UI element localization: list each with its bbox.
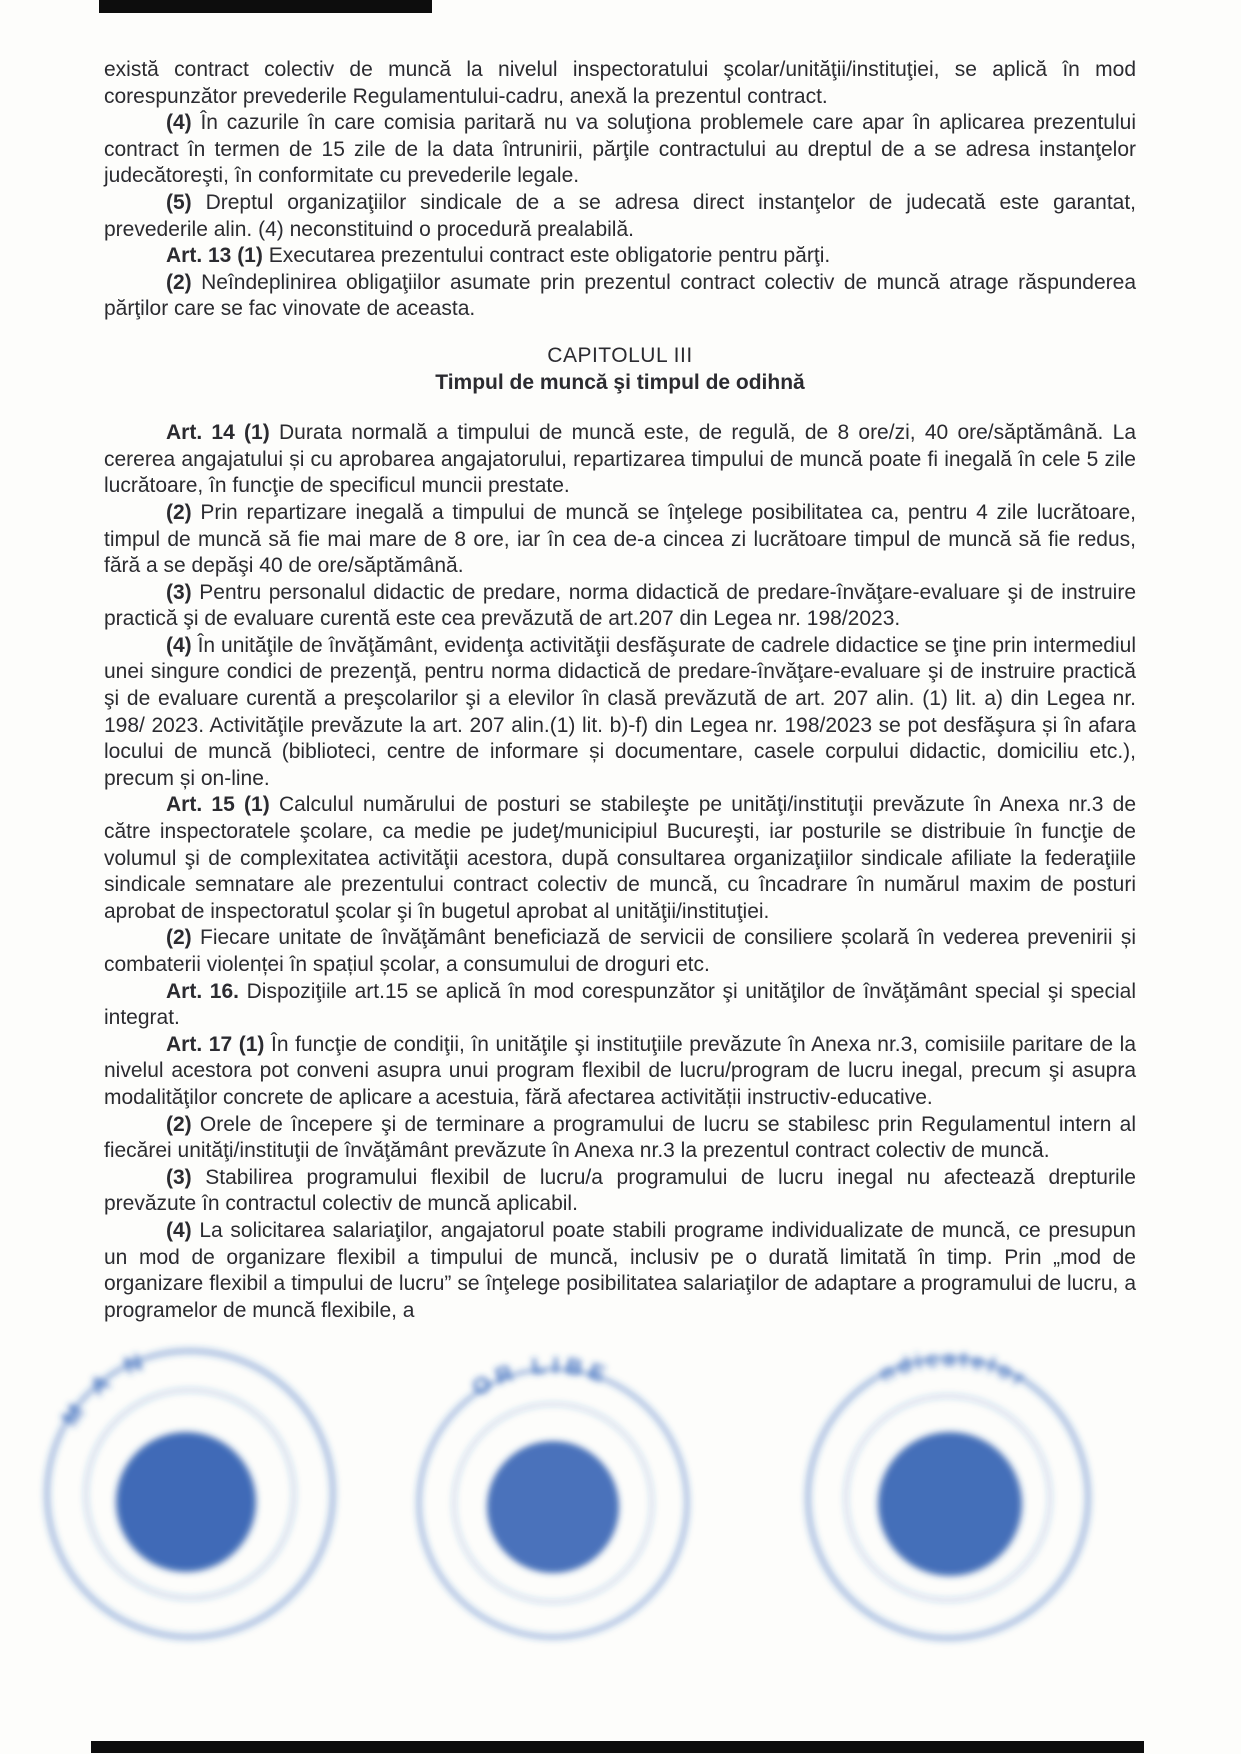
text-run-bold: (5) <box>166 190 192 214</box>
text-run-bold: (3) <box>166 580 192 604</box>
svg-text:ndicatelor <box>876 1346 1033 1393</box>
paragraph <box>104 1112 1136 1165</box>
text-run: Executarea prezentului contract este obligatorie pentru părţi. <box>262 244 831 268</box>
paragraph <box>104 270 1136 323</box>
stamp-center-disc <box>878 1432 1022 1576</box>
stamp-outer-ring <box>47 1351 333 1637</box>
document-body <box>104 57 1136 1324</box>
text-run: Dispoziţiile art.15 se aplică în mod corespunzător şi unităţilor de învăţământ special şi special integrat. <box>104 979 1136 1030</box>
stamp-inner-ring <box>86 1390 294 1598</box>
paragraph <box>104 500 1136 580</box>
text-run: Durata normală a timpului de muncă este, de regulă, de 8 ore/zi, 40 ore/săptămână. La cererea angajatului și cu aprobarea angajatorului, repartizarea timpului de muncă poate fi inegală în cele 5 zile lucrătoare, în funcţie de specificul muncii prestate. <box>104 421 1137 498</box>
stamp-arc-text: M A N <box>56 1345 154 1432</box>
text-run: La solicitarea salariaţilor, angajatorul poate stabili programe individualizate de muncă, ce presupun un mod de organizare flexibil a timpului de muncă, inclusiv pe o durată limitată în timp. Prin „mod de organizare flexibil a timpului de lucru” se înţelege posibilitatea salariaţilor de adaptare a programului de lucru, a programelor de muncă flexibile, a <box>104 1218 1136 1322</box>
svg-text:OR LIBE <box>467 1352 614 1401</box>
paragraph <box>104 1032 1136 1112</box>
scan-artifact-bottom-bar <box>91 1741 1144 1753</box>
paragraph <box>104 190 1136 243</box>
paragraph <box>104 633 1136 793</box>
text-run-bold: (4) <box>166 1218 192 1242</box>
text-run-bold: (2) <box>166 1112 192 1136</box>
text-run: există contract colectiv de muncă la nivelul inspectoratului şcolar/unităţii/instituţiei, se aplică în mod corespunzător prevederile Regulamentului-cadru, anexă la prezentul contract. <box>104 58 1136 108</box>
paragraph <box>104 792 1136 925</box>
stamp-inner-ring <box>846 1396 1050 1600</box>
round-stamp-right <box>778 1328 1118 1668</box>
text-run-bold: (2) <box>166 270 192 294</box>
text-run: Orele de începere şi de terminare a programului de lucru se stabilesc prin Regulamentul intern al fiecărei unităţi/instituţii de învăţământ prevăzute în Anexa nr.3 la prezentul contract colectiv de muncă. <box>104 1112 1136 1163</box>
paragraph <box>104 110 1136 190</box>
paragraph <box>104 1165 1136 1218</box>
stamp-outer-ring <box>808 1358 1088 1638</box>
paragraph <box>104 979 1136 1032</box>
round-stamp-left <box>20 1322 360 1662</box>
text-run-bold: Timpul de muncă şi timpul de odihnă <box>435 370 805 394</box>
text-run: Pentru personalul didactic de predare, norma didactică de predare-învăţare-evaluare şi de instruire practică şi de evaluare curentă este cea prevăzută de art.207 din Legea nr. 198/2023. <box>104 580 1136 631</box>
spacer <box>104 396 1136 420</box>
paragraph <box>104 243 1136 270</box>
text-run-bold: (4) <box>166 111 192 135</box>
stamp-center-disc <box>116 1432 256 1572</box>
text-run-bold: Art. 13 (1) <box>166 244 263 268</box>
text-run-bold: Art. 15 (1) <box>166 793 270 817</box>
text-run-bold: Art. 17 (1) <box>166 1032 265 1056</box>
text-run-bold: (2) <box>166 500 192 524</box>
paragraph <box>104 57 1136 110</box>
text-run-bold: Art. 16. <box>166 979 239 1003</box>
round-stamp-center <box>388 1335 718 1665</box>
text-run: În funcţie de condiţii, în unităţile şi instituţiile prevăzute în Anexa nr.3, comisiile paritare de la nivelul acestora pot conveni asupra unui program flexibil de lucru/program de lucru inegal, precum şi asupra modalităţilor concrete de aplicare a acestuia, fără afectarea activității instructiv-educative. <box>104 1032 1137 1109</box>
spacer <box>104 323 1136 343</box>
text-run: Fiecare unitate de învăţământ beneficiază de servicii de consiliere școlară în vederea prevenirii și combaterii violenței în spațiul școlar, a consumului de droguri etc. <box>104 926 1136 976</box>
text-run: Calculul numărului de posturi se stabileşte pe unităţi/instituţii prevăzute în Anexa nr.3 de către inspectoratele şcolare, ca medie pe judeţ/municipiul Bucureşti, iar posturile se distribuie în funcţie de volumul şi de complexitatea activităţii acestora, după consultarea organizaţiilor sindicale afiliate la federaţiile sindicale semnatare ale prezentului contract colectiv de muncă, cu încadrare în numărul maxim de posturi aprobat de inspectoratul şcolar şi în bugetul aprobat al unităţii/instituţiei. <box>104 793 1136 923</box>
svg-text:M A N <box>56 1346 153 1431</box>
text-run: Prin repartizare inegală a timpului de muncă se înţelege posibilitatea ca, pentru 4 zile lucrătoare, timpul de muncă să fie mai mare de 8 ore, iar în cea de-a cincea zi lucrătoare timpul de muncă să fie redus, fără a se depăşi 40 de ore/săptămână. <box>104 500 1136 578</box>
text-run: Dreptul organizaţiilor sindicale de a se adresa direct instanţelor de judecată este garantat, prevederile alin. (4) neconstituind o procedură prealabilă. <box>104 190 1136 241</box>
stamp-center-disc <box>487 1441 619 1573</box>
paragraph <box>104 580 1136 633</box>
text-run: Stabilirea programului flexibil de lucru/a programului de lucru inegal nu afectează drepturile prevăzute în contractul colectiv de muncă aplicabil. <box>104 1165 1136 1216</box>
text-run: CAPITOLUL III <box>547 343 693 367</box>
stamp-outer-ring <box>419 1369 687 1637</box>
text-run-bold: Art. 14 (1) <box>166 421 270 445</box>
stamp-inner-ring <box>454 1404 652 1602</box>
scan-artifact-top-bar <box>99 0 432 13</box>
text-run-bold: (2) <box>166 926 192 950</box>
stamp-arc-text: OR LIBE <box>467 1351 615 1402</box>
paragraph <box>104 420 1136 500</box>
paragraph <box>104 925 1136 978</box>
paragraph <box>104 1218 1136 1324</box>
text-run-bold: (3) <box>166 1165 192 1189</box>
stamp-arc-text: ndicatelor <box>875 1345 1033 1394</box>
chapter-heading <box>104 343 1136 370</box>
text-run: Neîndeplinirea obligaţiilor asumate prin prezentul contract colectiv de muncă atrage răspunderea părţilor care se fac vinovate de aceasta. <box>104 270 1136 321</box>
text-run-bold: (4) <box>166 633 192 657</box>
text-run: În cazurile în care comisia paritară nu va soluţiona problemele care apar în aplicarea prezentului contract în termen de 15 zile de la data întrunirii, părţile contractului au dreptul de a se adresa instanţelor judecătoreşti, în conformitate cu prevederile legale. <box>104 111 1136 188</box>
chapter-subheading <box>104 370 1136 397</box>
text-run: În unităţile de învăţământ, evidenţa activităţii desfăşurate de cadrele didactice se ţine prin intermediul unei singure condici de prezenţă, pentru norma didactică de predare-învăţare-evaluare şi de instruire practică şi de evaluare curentă a preşcolarilor şi a elevilor în clasă prevăzută de art. 207 alin. (1) lit. a) din Legea nr. 198/ 2023. Activităţile prevăzute la art. 207 alin.(1) lit. b)-f) din Legea nr. 198/2023 se pot desfăşura și în afara locului de muncă (biblioteci, centre de informare și documentare, casele corpului didactic, domiciliu etc.), precum și on-line. <box>104 633 1136 790</box>
